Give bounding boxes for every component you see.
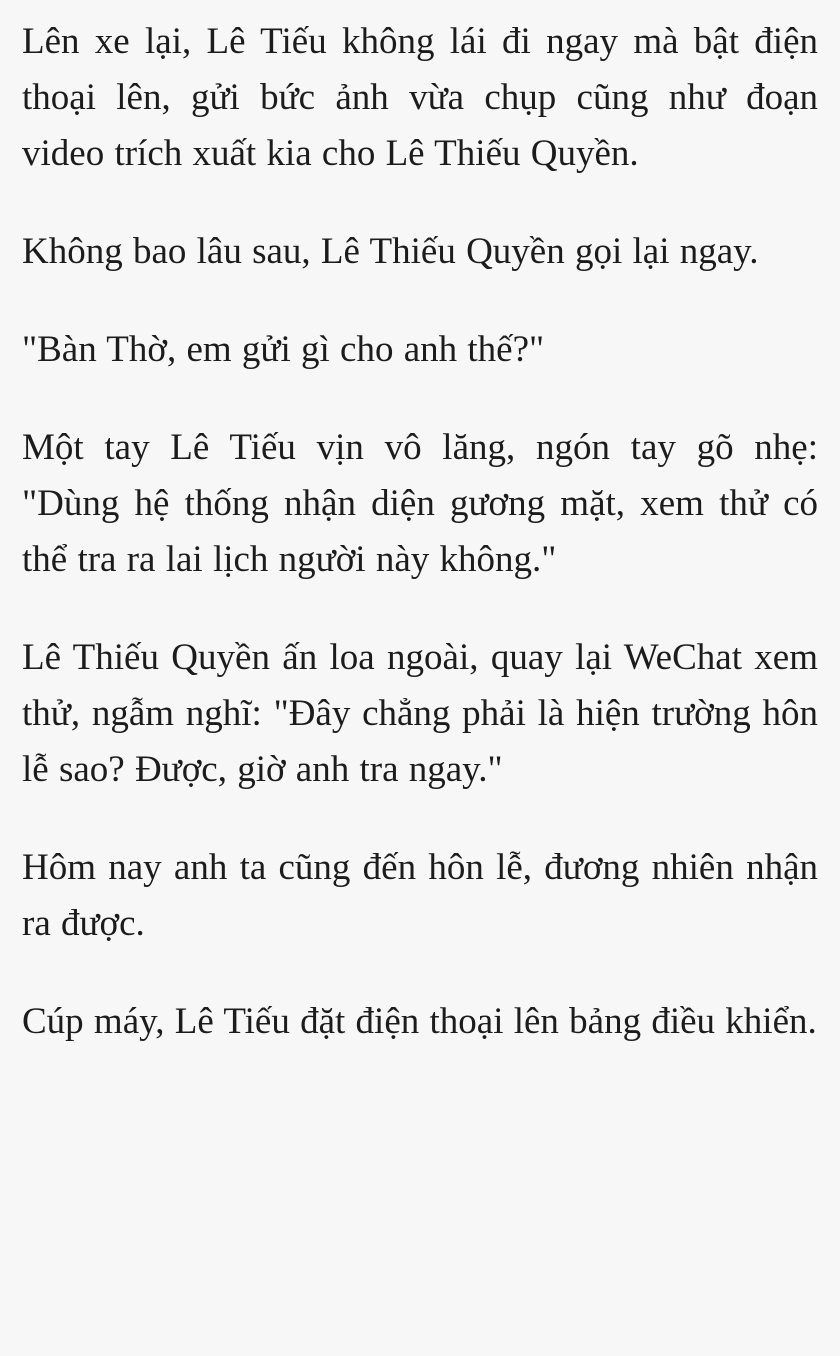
paragraph: Hôm nay anh ta cũng đến hôn lễ, đương nhiên nhận ra được. bbox=[22, 847, 818, 944]
paragraph: Không bao lâu sau, Lê Thiếu Quyền gọi lại ngay. bbox=[22, 231, 759, 272]
paragraph: Lên xe lại, Lê Tiếu không lái đi ngay mà bật điện thoại lên, gửi bức ảnh vừa chụp cũng như đoạn video trích xuất kia cho Lê Thiếu Quyền. bbox=[22, 21, 818, 174]
paragraph: Cúp máy, Lê Tiếu đặt điện thoại lên bảng điều khiển. bbox=[22, 1001, 817, 1042]
paragraph-dialogue: Lê Thiếu Quyền ấn loa ngoài, quay lại WeChat xem thử, ngẫm nghĩ: "Đây chẳng phải là hiện trường hôn lễ sao? Được, giờ anh tra ngay." bbox=[22, 637, 818, 790]
paragraph-dialogue: "Bàn Thờ, em gửi gì cho anh thế?" bbox=[22, 329, 545, 370]
paragraph-dialogue: Một tay Lê Tiếu vịn vô lăng, ngón tay gõ nhẹ: "Dùng hệ thống nhận diện gương mặt, xem thử có thể tra ra lai lịch người này không." bbox=[22, 427, 818, 580]
